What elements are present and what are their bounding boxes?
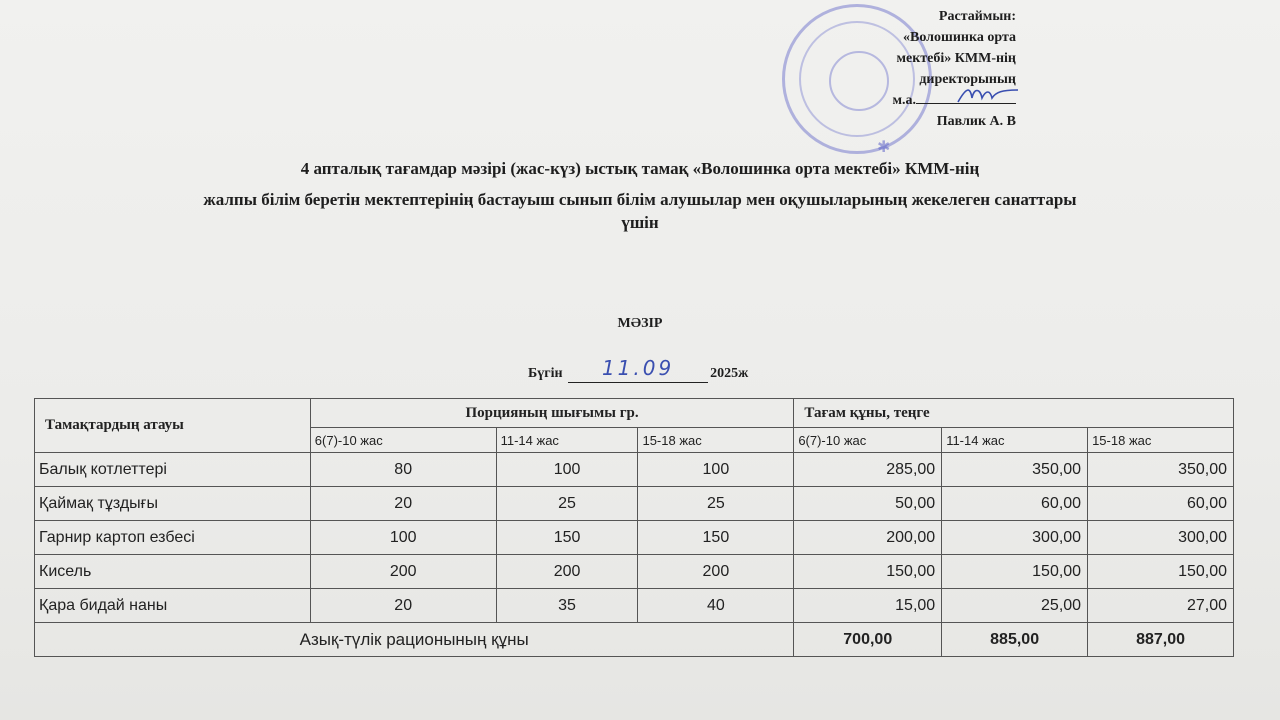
approval-block (816, 6, 1016, 132)
portion-cell: 200 (496, 555, 638, 589)
cost-cell: 50,00 (794, 487, 942, 521)
approval-line-4: директорының (919, 72, 1016, 87)
table-header-row (35, 399, 1234, 428)
portion-cell: 200 (310, 555, 496, 589)
cost-cell: 150,00 (794, 555, 942, 589)
title-line-3: үшін (621, 213, 659, 232)
seal-star-icon: ✱ (877, 137, 891, 156)
cost-cell: 350,00 (1088, 453, 1234, 487)
approval-line-1: Растаймын: (938, 9, 1016, 24)
cost-cell: 60,00 (942, 487, 1088, 521)
approval-line-6: Павлик А. В (936, 114, 1016, 129)
table-total-row (35, 623, 1234, 657)
portion-cell: 35 (496, 589, 638, 623)
header-dish-name: Тамақтардың атауы (35, 399, 311, 453)
header-portion-group: Порцияның шығымы гр. (310, 399, 794, 428)
dish-name: Қаймақ тұздығы (35, 487, 311, 521)
table-row (35, 521, 1234, 555)
table-row (35, 555, 1234, 589)
cost-cell: 27,00 (1088, 589, 1234, 623)
date-blank (568, 358, 708, 383)
date-prefix: Бүгін (528, 366, 563, 381)
age-cost-3: 15-18 жас (1088, 428, 1234, 453)
header-cost-group: Тағам құны, теңге (794, 399, 1234, 428)
cost-cell: 200,00 (794, 521, 942, 555)
date-line (528, 358, 748, 383)
cost-cell: 25,00 (942, 589, 1088, 623)
cost-cell: 350,00 (942, 453, 1088, 487)
portion-cell: 40 (638, 589, 794, 623)
table-row (35, 589, 1234, 623)
table-row (35, 453, 1234, 487)
portion-cell: 25 (496, 487, 638, 521)
cost-cell: 285,00 (794, 453, 942, 487)
title-line-1: 4 апталық тағамдар мәзірі (жас-күз) ыстық тамақ «Волошинка орта мектебі» КММ-нің (300, 159, 980, 178)
total-cost-cell: 885,00 (942, 623, 1088, 657)
cost-cell: 300,00 (1088, 521, 1234, 555)
dish-name: Кисель (35, 555, 311, 589)
age-portion-1: 6(7)-10 жас (310, 428, 496, 453)
age-cost-2: 11-14 жас (942, 428, 1088, 453)
portion-cell: 20 (310, 487, 496, 521)
approval-line-5: м.а. (816, 90, 1016, 111)
approval-line-2: «Волошинка орта (903, 30, 1016, 45)
approval-line-3: мектебі» КММ-нің (896, 51, 1016, 66)
signature-icon (956, 84, 1020, 106)
portion-cell: 20 (310, 589, 496, 623)
portion-cell: 80 (310, 453, 496, 487)
portion-cell: 100 (638, 453, 794, 487)
total-label: Азық-түлік рационының құны (35, 623, 794, 657)
dish-name: Гарнир картоп езбесі (35, 521, 311, 555)
cost-cell: 15,00 (794, 589, 942, 623)
date-suffix: 2025ж (710, 366, 749, 381)
portion-cell: 100 (496, 453, 638, 487)
total-cost-cell: 887,00 (1088, 623, 1234, 657)
table-row (35, 487, 1234, 521)
cost-cell: 300,00 (942, 521, 1088, 555)
cost-cell: 150,00 (1088, 555, 1234, 589)
menu-table (34, 398, 1234, 657)
portion-cell: 100 (310, 521, 496, 555)
total-cost-cell: 700,00 (794, 623, 942, 657)
portion-cell: 150 (496, 521, 638, 555)
menu-label: МӘЗІР (617, 316, 663, 331)
dish-name: Балық котлеттері (35, 453, 311, 487)
handwritten-date: 11.09 (601, 356, 675, 380)
portion-cell: 200 (638, 555, 794, 589)
portion-cell: 150 (638, 521, 794, 555)
dish-name: Қара бидай наны (35, 589, 311, 623)
cost-cell: 60,00 (1088, 487, 1234, 521)
title-line-2: жалпы білім беретін мектептерінің бастауыш сынып білім алушылар мен оқушыларының жекелеген санаттары (203, 190, 1077, 209)
age-cost-1: 6(7)-10 жас (794, 428, 942, 453)
cost-cell: 150,00 (942, 555, 1088, 589)
age-portion-2: 11-14 жас (496, 428, 638, 453)
portion-cell: 25 (638, 487, 794, 521)
age-portion-3: 15-18 жас (638, 428, 794, 453)
